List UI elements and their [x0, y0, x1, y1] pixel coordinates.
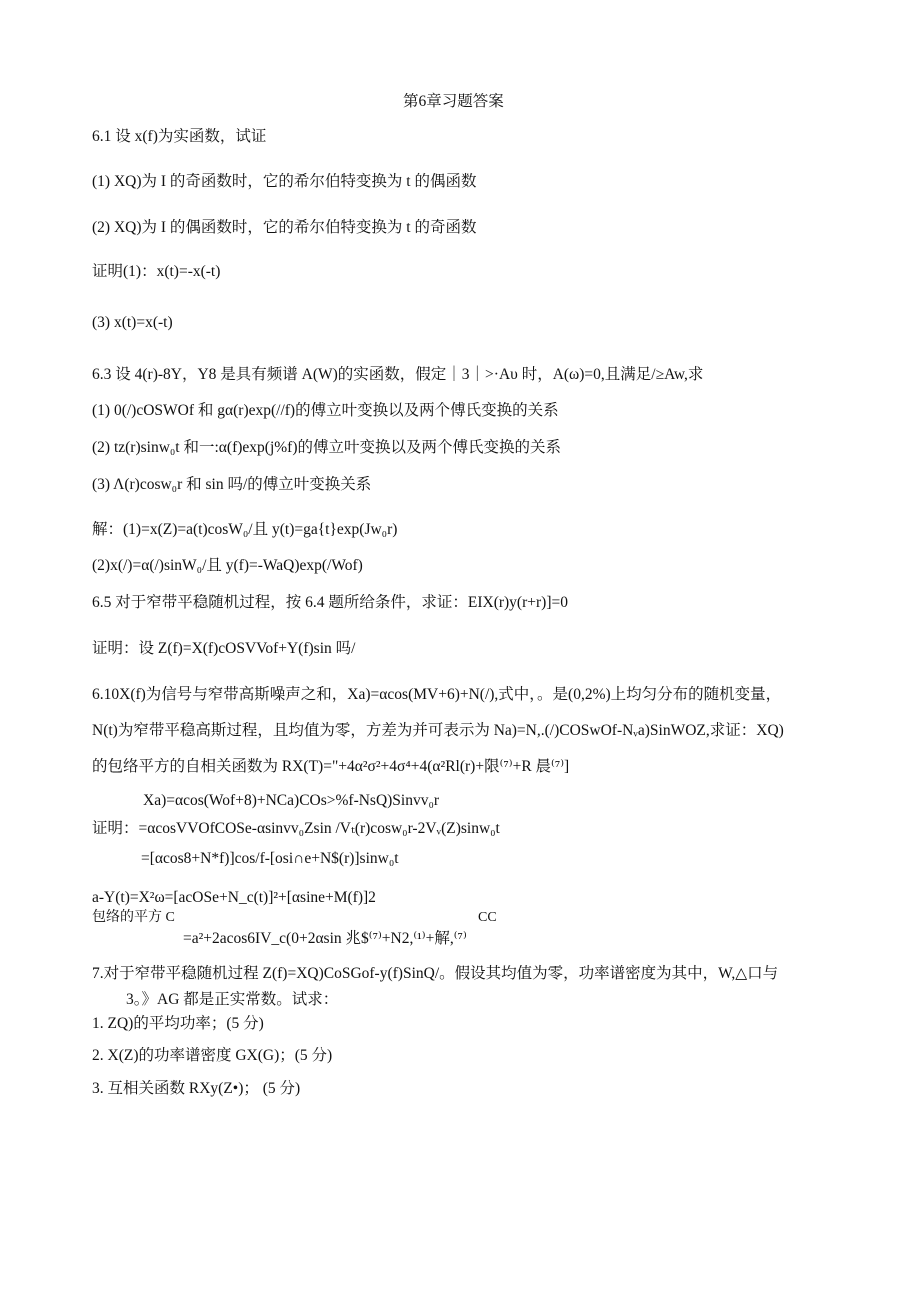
problem-7-item-2: 2. X(Z)的功率谱密度 GX(G)；(5 分): [92, 1047, 333, 1064]
problem-6-1-part-2: (2) XQ)为 I 的偶函数时，它的希尔伯特变换为 t 的奇函数: [92, 219, 477, 236]
proof-6-1-part-1: 证明(1)：x(t)=-x(-t): [92, 263, 221, 280]
page-title: 第6章习题答案: [403, 93, 504, 110]
problem-6-1: 6.1 设 x(f)为实函数，试证: [92, 128, 267, 145]
problem-6-10-line-1: 6.10X(f)为信号与窄带高斯噪声之和，Xa)=αcos(MV+6)+N(/),式中，。是(0,2%)上均匀分布的随机变量，: [92, 686, 782, 703]
proof-6-10-envelope-label: 包络的平方 C: [92, 910, 175, 925]
proof-6-1-part-3: (3) x(t)=x(-t): [92, 314, 173, 331]
problem-6-3: 6.3 设 4(r)-8Y，Y8 是具有频谱 A(W)的实函数，假定｜3｜>·Aυ 时，A(ω)=0,且满足/≥Aw,求: [92, 366, 704, 383]
problem-6-10-line-3: 的包络平方的自相关函数为 RX(T)="+4α²σ²+4σ⁴+4(α²Rl(r)+限⁽⁷⁾+R 晨⁽⁷⁾]: [92, 758, 570, 775]
problem-7-line-1: 7.对于窄带平稳随机过程 Z(f)=XQ)CoSGof-y(f)SinQ/。假设其均值为零，功率谱密度为其中，W,△口与: [92, 965, 779, 982]
problem-6-1-part-1: (1) XQ)为 I 的奇函数时，它的希尔伯特变换为 t 的偶函数: [92, 173, 477, 190]
problem-6-3-part-1: (1) 0(/)cOSWOf 和 gα(r)exp(//f)的傅立叶变换以及两个傅氏变换的关系: [92, 402, 559, 419]
proof-6-10-line-5: =a²+2acos6IV_c(0+2αsin 兆$⁽⁷⁾+N2,⁽¹⁾+解,⁽⁷⁾: [183, 930, 467, 947]
proof-6-10-line-2: 证明：=αcosVVOfCOSe-αsinvv₀Zsin /Vₜ(r)cosw₀r-2Vᵥ(Z)sinw₀t: [92, 820, 500, 837]
problem-6-10-line-2: N(t)为窄带平稳高斯过程，且均值为零，方差为并可表示为 Na)=N,.(/)COSwOf-Nᵥa)SinWOZ,求证：XQ): [92, 722, 784, 739]
solution-6-3-line-1: 解：(1)=x(Z)=a(t)cosW₀/且 y(t)=ga{t}exp(Jw₀r): [92, 521, 398, 538]
problem-7-item-3: 3. 互相关函数 RXy(Z•)； (5 分): [92, 1080, 301, 1097]
problem-7-item-1: 1. ZQ)的平均功率；(5 分): [92, 1015, 264, 1032]
proof-6-10-line-3: =[αcos8+N*f)]cos/f-[osi∩e+N$(r)]sinw₀t: [141, 850, 399, 867]
problem-7-line-2: 3。》AG 都是正实常数。试求：: [126, 991, 339, 1008]
proof-6-5: 证明：设 Z(f)=X(f)cOSVVof+Y(f)sin 吗/: [92, 640, 356, 657]
solution-6-3-line-2: (2)x(/)=α(/)sinW₀/且 y(f)=-WaQ)exp(/Wof): [92, 557, 363, 574]
problem-6-5: 6.5 对于窄带平稳随机过程，按 6.4 题所给条件，求证：EIX(r)y(r+r)]=0: [92, 594, 568, 611]
proof-6-10-line-1: Xa)=αcos(Wof+8)+NCa)COs>%f-NsQ)Sinvv₀r: [143, 792, 440, 809]
problem-6-3-part-2: (2) tz(r)sinw₀t 和一:α(f)exp(j%f)的傅立叶变换以及两个傅氏变换的关系: [92, 439, 561, 456]
proof-6-10-cc-mark: CC: [478, 910, 497, 925]
proof-6-10-line-4: a-Y(t)=X²ω=[acOSe+N_c(t)]²+[αsine+M(f)]2: [92, 889, 376, 906]
problem-6-3-part-3: (3) Λ(r)cosw₀r 和 sin 吗/的傅立叶变换关系: [92, 476, 372, 493]
